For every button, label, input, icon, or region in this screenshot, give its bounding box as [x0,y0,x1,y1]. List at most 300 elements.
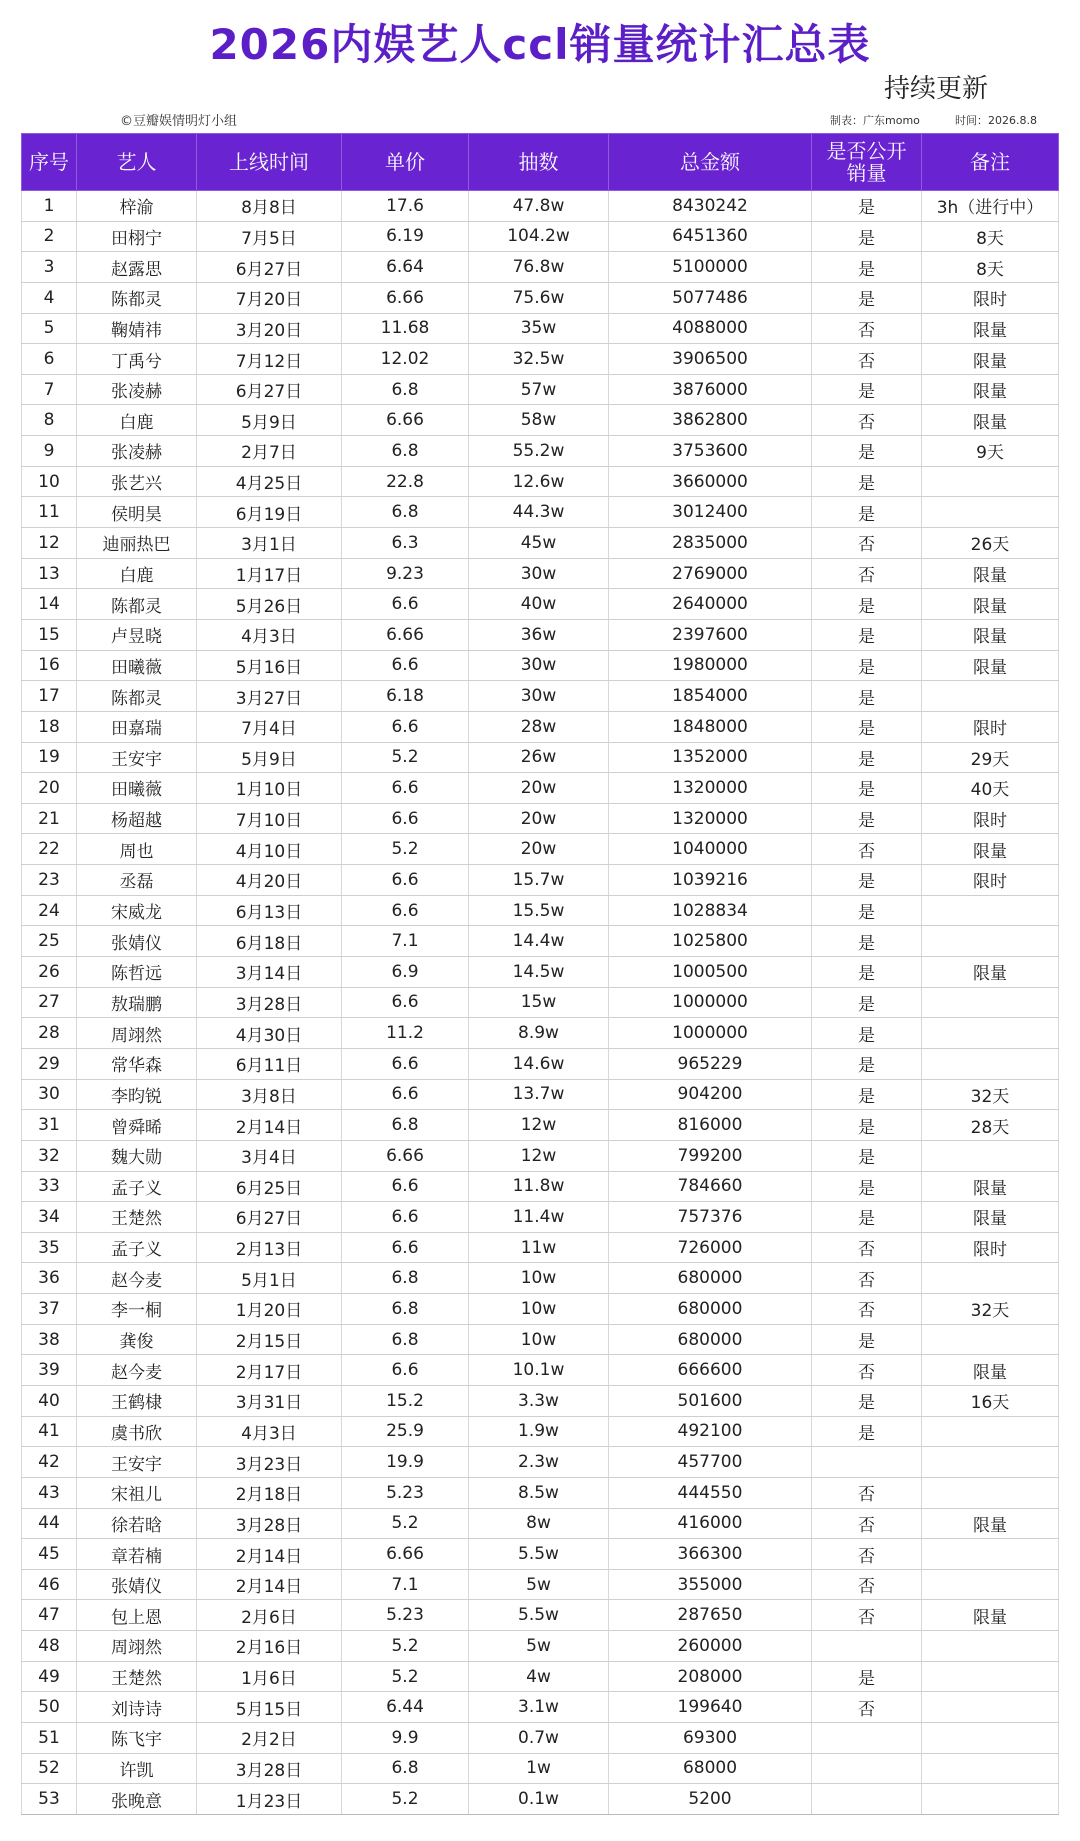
cell-total: 5077486 [609,282,812,313]
cell-draws: 36w [469,619,609,650]
col-header-unit-price: 单价 [342,134,469,191]
cell-public: 是 [812,1385,922,1416]
cell-index: 47 [22,1600,77,1631]
table-row [22,1171,1059,1202]
table-row [22,374,1059,405]
cell-index: 53 [22,1784,77,1815]
table-row [22,344,1059,375]
cell-notes: 限量 [922,1171,1059,1202]
cell-unit-price: 6.6 [342,1048,469,1079]
cell-total: 366300 [609,1539,812,1570]
cell-total: 3012400 [609,497,812,528]
cell-notes [922,1661,1059,1692]
cell-public: 否 [812,1692,922,1723]
table-row [22,1355,1059,1386]
table-row [22,558,1059,589]
table-row [22,282,1059,313]
cell-launch-date: 2月14日 [197,1569,342,1600]
cell-index: 42 [22,1447,77,1478]
cell-notes: 8天 [922,221,1059,252]
cell-launch-date: 2月14日 [197,1110,342,1141]
cell-index: 14 [22,589,77,620]
cell-unit-price: 7.1 [342,926,469,957]
cell-artist: 赵今麦 [77,1355,197,1386]
cell-notes [922,681,1059,712]
cell-artist: 鞠婧祎 [77,313,197,344]
cell-total: 2769000 [609,558,812,589]
cell-unit-price: 6.9 [342,957,469,988]
cell-draws: 3.3w [469,1385,609,1416]
cell-unit-price: 6.8 [342,1110,469,1141]
cell-notes: 16天 [922,1385,1059,1416]
cell-draws: 0.1w [469,1784,609,1815]
cell-public: 是 [812,742,922,773]
table-row [22,1569,1059,1600]
cell-total: 799200 [609,1140,812,1171]
cell-public: 是 [812,681,922,712]
cell-draws: 35w [469,313,609,344]
cell-public: 是 [812,957,922,988]
cell-index: 40 [22,1385,77,1416]
table-row [22,987,1059,1018]
cell-unit-price: 6.66 [342,1539,469,1570]
cell-draws: 10.1w [469,1355,609,1386]
cell-notes: 限量 [922,1202,1059,1233]
cell-launch-date: 2月18日 [197,1477,342,1508]
cell-artist: 陈都灵 [77,681,197,712]
cell-notes [922,1018,1059,1049]
cell-artist: 周翊然 [77,1631,197,1662]
table-row [22,1232,1059,1263]
cell-unit-price: 25.9 [342,1416,469,1447]
cell-unit-price: 5.2 [342,834,469,865]
cell-index: 11 [22,497,77,528]
cell-total: 5100000 [609,252,812,283]
cell-notes [922,1539,1059,1570]
cell-artist: 许凯 [77,1753,197,1784]
cell-index: 44 [22,1508,77,1539]
table-row [22,1018,1059,1049]
cell-index: 29 [22,1048,77,1079]
cell-draws: 11w [469,1232,609,1263]
cell-total: 2835000 [609,528,812,559]
cell-notes [922,1048,1059,1079]
table-row [22,1202,1059,1233]
table-row [22,926,1059,957]
cell-public: 否 [812,1355,922,1386]
cell-artist: 赵露思 [77,252,197,283]
cell-unit-price: 6.8 [342,374,469,405]
cell-unit-price: 6.8 [342,497,469,528]
cell-artist: 王鹤棣 [77,1385,197,1416]
cell-launch-date: 3月23日 [197,1447,342,1478]
cell-notes [922,1753,1059,1784]
cell-public: 是 [812,1110,922,1141]
cell-unit-price: 6.3 [342,528,469,559]
cell-public: 否 [812,313,922,344]
col-header-notes: 备注 [922,134,1059,191]
cell-total: 260000 [609,1631,812,1662]
cell-unit-price: 6.6 [342,711,469,742]
cell-total: 1000000 [609,1018,812,1049]
cell-unit-price: 6.6 [342,773,469,804]
cell-notes: 3h（进行中） [922,191,1059,222]
cell-notes: 限量 [922,589,1059,620]
cell-unit-price: 17.6 [342,191,469,222]
cell-index: 52 [22,1753,77,1784]
cell-public: 否 [812,1294,922,1325]
cell-total: 965229 [609,1048,812,1079]
cell-notes [922,987,1059,1018]
cell-total: 416000 [609,1508,812,1539]
cell-public [812,1753,922,1784]
cell-artist: 常华森 [77,1048,197,1079]
cell-unit-price: 6.64 [342,252,469,283]
cell-index: 1 [22,191,77,222]
cell-artist: 李昀锐 [77,1079,197,1110]
cell-total: 1980000 [609,650,812,681]
cell-total: 757376 [609,1202,812,1233]
table-row [22,742,1059,773]
cell-index: 15 [22,619,77,650]
cell-public: 否 [812,1508,922,1539]
cell-notes: 8天 [922,252,1059,283]
col-header-total: 总金额 [609,134,812,191]
cell-notes [922,895,1059,926]
cell-total: 8430242 [609,191,812,222]
cell-unit-price: 15.2 [342,1385,469,1416]
cell-launch-date: 3月1日 [197,528,342,559]
cell-notes [922,1477,1059,1508]
cell-draws: 15.7w [469,865,609,896]
cell-launch-date: 2月2日 [197,1723,342,1754]
cell-unit-price: 6.8 [342,436,469,467]
col-header-draws: 抽数 [469,134,609,191]
cell-unit-price: 6.66 [342,1140,469,1171]
cell-total: 68000 [609,1753,812,1784]
cell-total: 1000000 [609,987,812,1018]
cell-draws: 26w [469,742,609,773]
table-row [22,650,1059,681]
cell-unit-price: 6.6 [342,1171,469,1202]
cell-public: 否 [812,528,922,559]
cell-total: 208000 [609,1661,812,1692]
table-row [22,711,1059,742]
cell-draws: 2.3w [469,1447,609,1478]
cell-notes [922,1263,1059,1294]
cell-public: 是 [812,803,922,834]
cell-artist: 张凌赫 [77,436,197,467]
cell-launch-date: 2月15日 [197,1324,342,1355]
cell-launch-date: 5月15日 [197,1692,342,1723]
cell-total: 726000 [609,1232,812,1263]
cell-index: 27 [22,987,77,1018]
cell-draws: 14.6w [469,1048,609,1079]
cell-index: 38 [22,1324,77,1355]
cell-total: 287650 [609,1600,812,1631]
cell-unit-price: 11.2 [342,1018,469,1049]
cell-index: 18 [22,711,77,742]
cell-draws: 20w [469,773,609,804]
cell-draws: 3.1w [469,1692,609,1723]
cell-public [812,1447,922,1478]
table-row [22,834,1059,865]
table-row [22,1140,1059,1171]
cell-launch-date: 6月13日 [197,895,342,926]
cell-launch-date: 7月12日 [197,344,342,375]
cell-public: 是 [812,1661,922,1692]
cell-draws: 30w [469,650,609,681]
cell-public: 是 [812,1018,922,1049]
cell-index: 43 [22,1477,77,1508]
table-row [22,865,1059,896]
cell-index: 3 [22,252,77,283]
cell-launch-date: 5月16日 [197,650,342,681]
cell-total: 1848000 [609,711,812,742]
cell-launch-date: 2月7日 [197,436,342,467]
cell-index: 45 [22,1539,77,1570]
table-row [22,436,1059,467]
cell-public: 是 [812,1416,922,1447]
cell-notes: 限量 [922,344,1059,375]
cell-artist: 章若楠 [77,1539,197,1570]
cell-index: 48 [22,1631,77,1662]
cell-notes [922,1416,1059,1447]
sales-table [21,133,1059,1815]
source-label: ©豆瓣娱情明灯小组 [120,114,238,129]
cell-unit-price: 6.8 [342,1294,469,1325]
cell-launch-date: 8月8日 [197,191,342,222]
cell-notes: 限时 [922,865,1059,896]
cell-notes [922,1447,1059,1478]
cell-index: 6 [22,344,77,375]
cell-artist: 徐若晗 [77,1508,197,1539]
cell-public: 是 [812,466,922,497]
cell-index: 37 [22,1294,77,1325]
cell-total: 355000 [609,1569,812,1600]
cell-draws: 12w [469,1140,609,1171]
cell-public [812,1631,922,1662]
cell-public: 是 [812,1079,922,1110]
cell-index: 30 [22,1079,77,1110]
cell-unit-price: 5.23 [342,1600,469,1631]
cell-unit-price: 11.68 [342,313,469,344]
time-label: 时间：2026.8.8 [955,114,1037,127]
cell-artist: 张晚意 [77,1784,197,1815]
cell-launch-date: 5月9日 [197,742,342,773]
cell-draws: 0.7w [469,1723,609,1754]
cell-public: 是 [812,589,922,620]
cell-notes: 限量 [922,374,1059,405]
cell-notes: 限量 [922,405,1059,436]
cell-notes: 限量 [922,619,1059,650]
cell-public: 是 [812,773,922,804]
cell-notes: 限量 [922,313,1059,344]
table-row [22,1447,1059,1478]
cell-total: 457700 [609,1447,812,1478]
cell-total: 680000 [609,1324,812,1355]
cell-notes: 限量 [922,1355,1059,1386]
cell-launch-date: 7月5日 [197,221,342,252]
cell-unit-price: 6.6 [342,650,469,681]
cell-unit-price: 6.6 [342,803,469,834]
col-header-public: 是否公开销量 [812,134,922,191]
cell-notes [922,1784,1059,1815]
col-header-launch-date: 上线时间 [197,134,342,191]
table-row [22,1539,1059,1570]
table-row [22,466,1059,497]
cell-launch-date: 6月27日 [197,1202,342,1233]
table-row [22,1753,1059,1784]
cell-index: 9 [22,436,77,467]
cell-index: 24 [22,895,77,926]
cell-index: 49 [22,1661,77,1692]
cell-unit-price: 6.66 [342,405,469,436]
cell-public: 是 [812,1202,922,1233]
cell-artist: 宋威龙 [77,895,197,926]
cell-public: 是 [812,282,922,313]
cell-launch-date: 6月27日 [197,252,342,283]
cell-index: 51 [22,1723,77,1754]
sales-table-container [21,133,1058,1815]
cell-public: 是 [812,987,922,1018]
table-row [22,681,1059,712]
cell-notes: 限量 [922,1600,1059,1631]
cell-draws: 5w [469,1631,609,1662]
cell-artist: 张艺兴 [77,466,197,497]
cell-artist: 张婧仪 [77,926,197,957]
cell-notes [922,1631,1059,1662]
cell-total: 1320000 [609,803,812,834]
table-row [22,803,1059,834]
table-row [22,1600,1059,1631]
cell-index: 46 [22,1569,77,1600]
cell-draws: 45w [469,528,609,559]
cell-launch-date: 4月10日 [197,834,342,865]
cell-unit-price: 6.66 [342,282,469,313]
cell-draws: 28w [469,711,609,742]
cell-total: 501600 [609,1385,812,1416]
cell-public: 是 [812,1140,922,1171]
table-row [22,191,1059,222]
cell-index: 41 [22,1416,77,1447]
cell-draws: 14.4w [469,926,609,957]
cell-launch-date: 6月27日 [197,374,342,405]
cell-artist: 张凌赫 [77,374,197,405]
table-row [22,1508,1059,1539]
cell-notes: 限时 [922,1232,1059,1263]
cell-launch-date: 5月1日 [197,1263,342,1294]
cell-draws: 1w [469,1753,609,1784]
cell-notes: 28天 [922,1110,1059,1141]
cell-artist: 陈都灵 [77,589,197,620]
cell-index: 7 [22,374,77,405]
cell-total: 680000 [609,1263,812,1294]
table-row [22,1294,1059,1325]
cell-public: 否 [812,1263,922,1294]
table-row [22,1048,1059,1079]
cell-artist: 宋祖儿 [77,1477,197,1508]
cell-public: 否 [812,405,922,436]
cell-total: 680000 [609,1294,812,1325]
cell-notes [922,1140,1059,1171]
cell-unit-price: 5.2 [342,1661,469,1692]
cell-notes: 限量 [922,558,1059,589]
cell-draws: 4w [469,1661,609,1692]
cell-launch-date: 4月3日 [197,1416,342,1447]
cell-index: 25 [22,926,77,957]
cell-draws: 11.4w [469,1202,609,1233]
cell-total: 6451360 [609,221,812,252]
cell-total: 666600 [609,1355,812,1386]
cell-artist: 孟子义 [77,1171,197,1202]
cell-public: 否 [812,558,922,589]
table-row [22,528,1059,559]
cell-launch-date: 3月28日 [197,987,342,1018]
cell-launch-date: 6月25日 [197,1171,342,1202]
cell-notes [922,1569,1059,1600]
cell-unit-price: 6.6 [342,865,469,896]
cell-public: 是 [812,926,922,957]
cell-total: 69300 [609,1723,812,1754]
cell-public: 否 [812,1600,922,1631]
cell-draws: 58w [469,405,609,436]
cell-total: 3876000 [609,374,812,405]
cell-launch-date: 5月9日 [197,405,342,436]
table-row [22,895,1059,926]
cell-unit-price: 6.66 [342,619,469,650]
cell-artist: 杨超越 [77,803,197,834]
cell-launch-date: 3月8日 [197,1079,342,1110]
cell-artist: 田曦薇 [77,650,197,681]
cell-unit-price: 12.02 [342,344,469,375]
cell-notes [922,1692,1059,1723]
cell-notes: 限量 [922,834,1059,865]
cell-artist: 陈哲远 [77,957,197,988]
cell-public: 是 [812,497,922,528]
cell-public: 是 [812,252,922,283]
cell-total: 3753600 [609,436,812,467]
cell-launch-date: 1月10日 [197,773,342,804]
cell-launch-date: 4月20日 [197,865,342,896]
cell-launch-date: 3月4日 [197,1140,342,1171]
cell-launch-date: 1月23日 [197,1784,342,1815]
table-row [22,1079,1059,1110]
cell-draws: 8w [469,1508,609,1539]
cell-unit-price: 5.2 [342,1508,469,1539]
cell-index: 22 [22,834,77,865]
cell-total: 1039216 [609,865,812,896]
cell-unit-price: 6.8 [342,1753,469,1784]
cell-public: 否 [812,1569,922,1600]
cell-notes: 26天 [922,528,1059,559]
table-row [22,1723,1059,1754]
cell-index: 23 [22,865,77,896]
cell-public: 是 [812,191,922,222]
cell-draws: 13.7w [469,1079,609,1110]
cell-total: 1000500 [609,957,812,988]
cell-public: 是 [812,436,922,467]
cell-draws: 5.5w [469,1600,609,1631]
cell-index: 21 [22,803,77,834]
cell-launch-date: 3月28日 [197,1753,342,1784]
cell-launch-date: 5月26日 [197,589,342,620]
cell-unit-price: 19.9 [342,1447,469,1478]
cell-draws: 104.2w [469,221,609,252]
cell-artist: 王安宇 [77,1447,197,1478]
cell-notes [922,497,1059,528]
cell-launch-date: 2月17日 [197,1355,342,1386]
